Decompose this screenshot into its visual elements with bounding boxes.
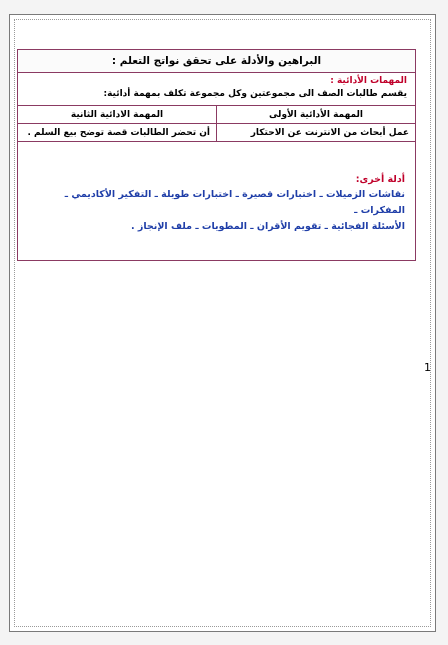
column-header-first-task: المهمة الأدائية الأولى xyxy=(217,106,416,124)
section-title: البراهين والأدلة على تحقق نواتج التعلم : xyxy=(18,50,415,73)
performance-tasks-heading: المهمات الأدائية : xyxy=(330,76,407,86)
page-number: 1 xyxy=(424,361,431,374)
tasks-table xyxy=(18,106,415,142)
tasks-table-header xyxy=(18,106,415,124)
evidence-section xyxy=(17,49,416,261)
column-header-second-task: المهمة الادائية الثانية xyxy=(18,106,217,124)
performance-tasks-description: يقسم طالبات الصف الى مجموعتين وكل مجموعة تكلف بمهمة أدائية: xyxy=(103,89,407,99)
other-evidence-heading: أدلة أخرى: xyxy=(355,174,405,185)
second-task-cell: أن تحضر الطالبات قصة توضح بيع السلم . xyxy=(18,124,217,142)
first-task-cell: عمل أبحاث من الانترنت عن الاحتكار xyxy=(217,124,416,142)
other-evidence-block xyxy=(18,173,415,235)
other-evidence-line-2: الأسئلة الفجائية ـ تقويم الأقران ـ المطويات ـ ملف الإنجاز . xyxy=(130,221,405,232)
table-row xyxy=(18,124,415,142)
other-evidence-line-1: نقاشات الزميلات ـ اختبارات قصيرة ـ اختبارات طويلة ـ التفكير الأكاديمي ـ المفكرات ـ xyxy=(64,189,405,216)
performance-tasks-block xyxy=(18,73,415,106)
